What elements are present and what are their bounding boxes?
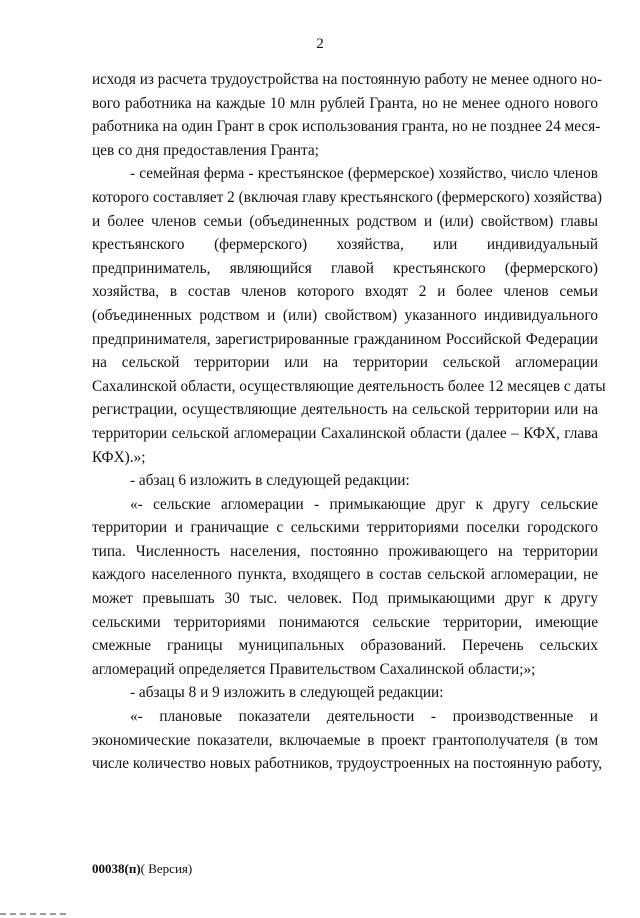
text-line: смежные границы муниципальных образований. Перечень сельских — [92, 637, 598, 655]
document-body — [92, 68, 606, 776]
text-line: сельскими территориями понимаются сельские территории, имеющие — [92, 613, 598, 631]
text-line: вого работника на каждые 10 млн рублей Гранта, но не менее одного нового — [92, 94, 598, 112]
text-line: территории и граничащие с сельскими территориями поселки городского — [92, 519, 598, 537]
text-line: предприниматель, являющийся главой крестьянского (фермерского) — [92, 259, 598, 277]
text-line: которого составляет 2 (включая главу крестьянского (фермерского) хозяйства) — [92, 188, 602, 206]
document-version: ( Версия) — [140, 861, 193, 876]
text-line: «- плановые показатели деятельности - производственные и — [130, 708, 598, 726]
text-line: крестьянского (фермерского) хозяйства, или индивидуальный — [92, 236, 598, 254]
text-line: типа. Численность населения, постоянно проживающего на территории — [92, 542, 598, 560]
text-line: и более членов семьи (объединенных родством и (или) свойством) главы — [92, 212, 598, 230]
text-line: исходя из расчета трудоустройства на постоянную работу не менее одного но- — [92, 71, 602, 88]
scan-artifact — [0, 913, 70, 915]
text-line: предпринимателя, зарегистрированные гражданином Российской Федерации — [92, 330, 598, 348]
paragraph — [92, 705, 603, 776]
text-line: - абзац 6 изложить в следующей редакции: — [130, 472, 410, 490]
text-line: может превышать 30 тыс. человек. Под примыкающими друг к другу — [92, 590, 598, 608]
paragraph — [92, 469, 598, 493]
paragraph — [92, 681, 598, 705]
document-footer — [92, 861, 192, 877]
text-line: агломераций определяется Правительством Сахалинской области;»; — [92, 660, 536, 678]
text-line: «- сельские агломерации - примыкающие друг к другу сельские — [130, 495, 598, 513]
text-line: числе количество новых работников, трудоустроенных на постоянную работу, — [92, 755, 603, 773]
text-line: территории сельской агломерации Сахалинской области (далее – КФХ, глава — [92, 424, 598, 442]
text-line: Сахалинской области, осуществляющие деятельность более 12 месяцев с даты — [92, 377, 606, 395]
text-line: (объединенных родством и (или) свойством) указанного индивидуального — [92, 306, 598, 324]
page-number: 2 — [316, 36, 324, 52]
text-line: экономические показатели, включаемые в проект грантополучателя (в том — [92, 731, 598, 749]
text-line: КФХ).»; — [92, 448, 146, 466]
paragraph — [92, 493, 598, 682]
text-line: на сельской территории или на территории сельской агломерации — [92, 354, 598, 372]
document-code: 00038(п) — [92, 861, 141, 876]
paragraph — [92, 68, 602, 162]
text-line: цев со дня предоставления Гранта; — [92, 141, 319, 159]
text-line: регистрации, осуществляющие деятельность на сельской территории или на — [92, 401, 598, 419]
text-line: каждого населенного пункта, входящего в состав сельской агломерации, не — [92, 566, 598, 584]
text-line: - семейная ферма - крестьянское (фермерское) хозяйство, число членов — [130, 165, 598, 183]
text-line: работника на один Грант в срок использования гранта, но не позднее 24 меся- — [92, 118, 601, 136]
paragraph — [92, 162, 606, 469]
text-line: - абзацы 8 и 9 изложить в следующей редакции: — [130, 684, 444, 702]
text-line: хозяйства, в состав членов которого входят 2 и более членов семьи — [92, 283, 598, 301]
